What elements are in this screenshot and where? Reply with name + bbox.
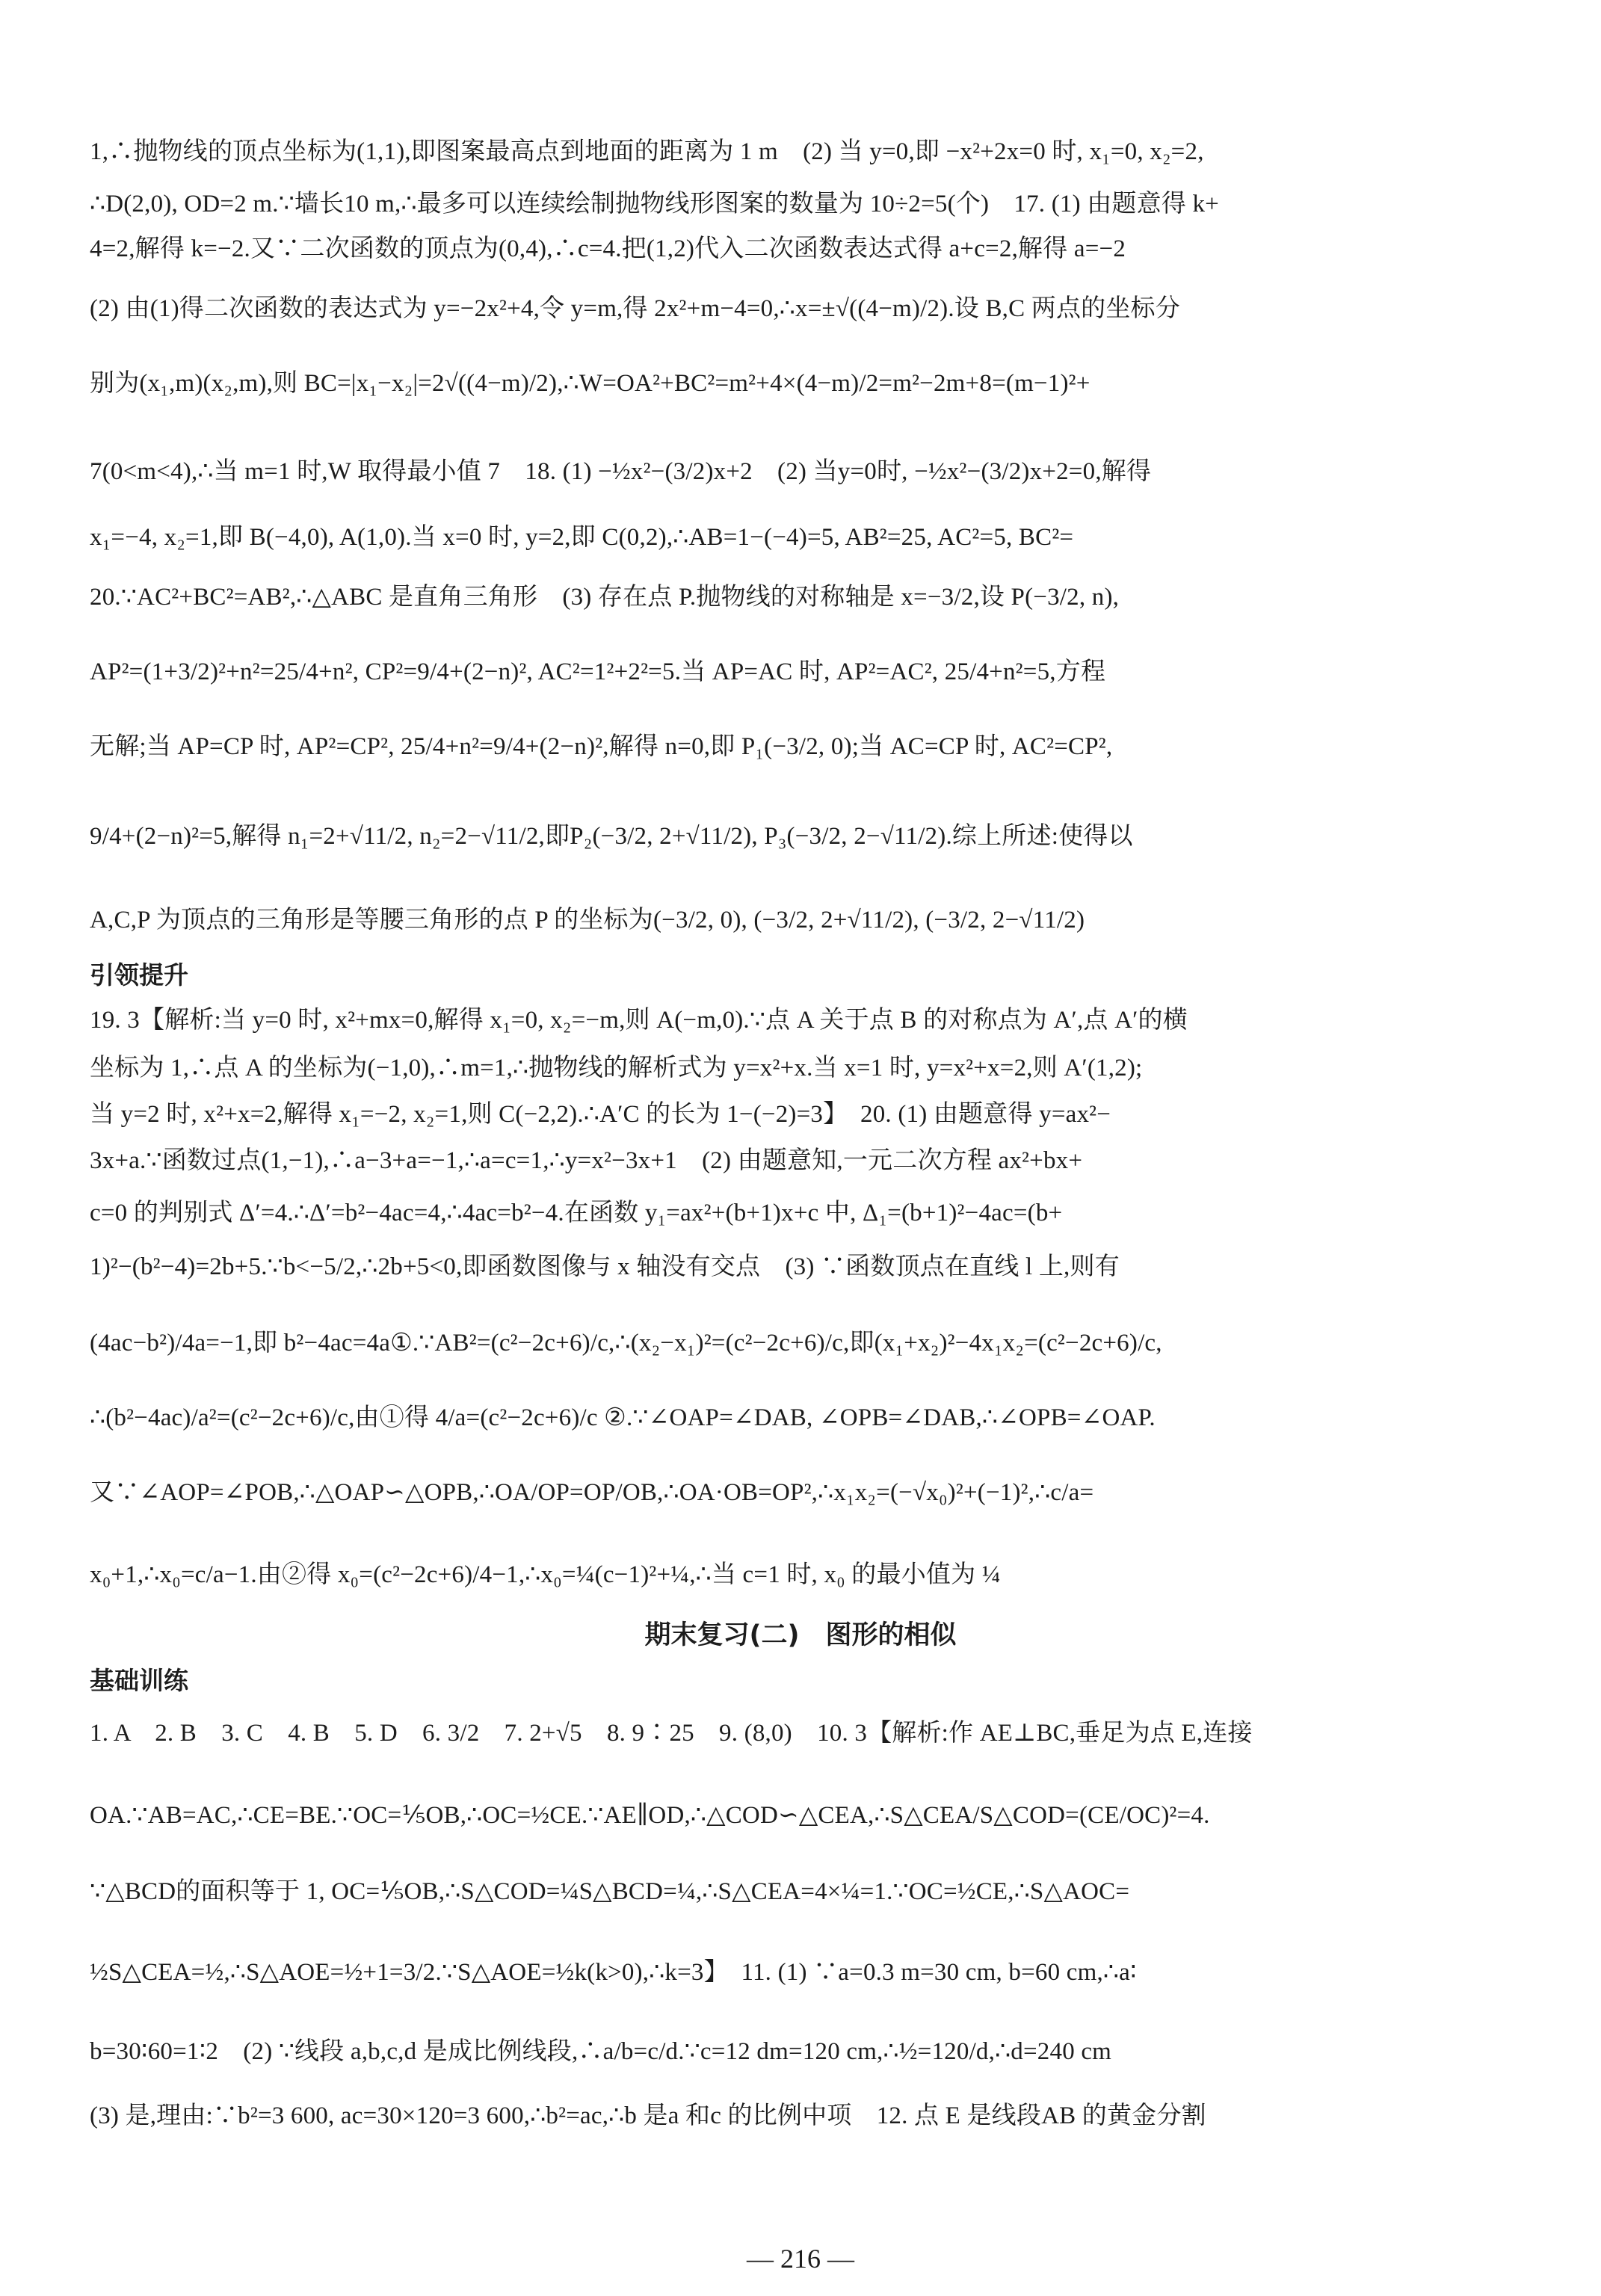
text-line: 7(0<m<4),∴当 m=1 时,W 取得最小值 7 18. (1) −½x²−(3/2)x+2 (2) 当y=0时, −½x²−(3/2)x+2=0,解得 <box>90 458 1152 485</box>
text-line: 无解;当 AP=CP 时, AP²=CP², 25/4+n²=9/4+(2−n)²,解得 n=0,即 P₁(−3/2, 0);当 AC=CP 时, AC²=CP², <box>90 733 1113 760</box>
text-line: ½S△CEA=½,∴S△AOE=½+1=3/2.∵S△AOE=½k(k>0),∴k=3】 11. (1) ∵a=0.3 m=30 cm, b=60 cm,∴a∶ <box>90 1959 1137 1986</box>
text-line: OA.∵AB=AC,∴CE=BE.∵OC=⅕OB,∴OC=½CE.∵AE∥OD,∴△COD∽△CEA,∴S△CEA/S△COD=(CE/OC)²=4. <box>90 1802 1210 1829</box>
text-line: (4ac−b²)/4a=−1,即 b²−4ac=4a①.∵AB²=(c²−2c+6)/c,∴(x₂−x₁)²=(c²−2c+6)/c,即(x₁+x₂)²−4x₁x₂=(c²−2c+6)/c, <box>90 1330 1162 1357</box>
text-line: 别为(x₁,m)(x₂,m),则 BC=|x₁−x₂|=2√((4−m)/2),∴W=OA²+BC²=m²+4×(4−m)/2=m²−2m+8=(m−1)²+ <box>90 370 1091 397</box>
page-number: — 216 — <box>747 2244 854 2274</box>
text-line: b=30∶60=1∶2 (2) ∵线段 a,b,c,d 是成比例线段,∴a/b=c/d.∵c=12 dm=120 cm,∴½=120/d,∴d=240 cm <box>90 2038 1112 2065</box>
text-line: AP²=(1+3/2)²+n²=25/4+n², CP²=9/4+(2−n)², AC²=1²+2²=5.当 AP=AC 时, AP²=AC², 25/4+n²=5,方程 <box>90 658 1106 685</box>
text-line: 当 y=2 时, x²+x=2,解得 x₁=−2, x₂=1,则 C(−2,2).∴A′C 的长为 1−(−2)=3】 20. (1) 由题意得 y=ax²− <box>90 1101 1111 1128</box>
text-line: 1,∴抛物线的顶点坐标为(1,1),即图案最高点到地面的距离为 1 m (2) 当 y=0,即 −x²+2x=0 时, x₁=0, x₂=2, <box>90 138 1204 165</box>
text-line: 19. 3【解析:当 y=0 时, x²+mx=0,解得 x₁=0, x₂=−m,则 A(−m,0).∵点 A 关于点 B 的对称点为 A′,点 A′的横 <box>90 1007 1188 1034</box>
text-line: x₁=−4, x₂=1,即 B(−4,0), A(1,0).当 x=0 时, y=2,即 C(0,2),∴AB=1−(−4)=5, AB²=25, AC²=5, BC²= <box>90 524 1074 551</box>
text-line: (2) 由(1)得二次函数的表达式为 y=−2x²+4,令 y=m,得 2x²+m−4=0,∴x=±√((4−m)/2).设 B,C 两点的坐标分 <box>90 295 1180 322</box>
text-line: 20.∵AC²+BC²=AB²,∴△ABC 是直角三角形 (3) 存在点 P.抛物线的对称轴是 x=−3/2,设 P(−3/2, n), <box>90 584 1120 611</box>
text-line: ∴(b²−4ac)/a²=(c²−2c+6)/c,由①得 4/a=(c²−2c+6)/c ②.∵∠OAP=∠DAB, ∠OPB=∠DAB,∴∠OPB=∠OAP. <box>90 1404 1156 1431</box>
text-line: c=0 的判别式 Δ′=4.∴Δ′=b²−4ac=4,∴4ac=b²−4.在函数 y₁=ax²+(b+1)x+c 中, Δ₁=(b+1)²−4ac=(b+ <box>90 1200 1063 1226</box>
text-line: 坐标为 1,∴点 A 的坐标为(−1,0),∴m=1,∴抛物线的解析式为 y=x²+x.当 x=1 时, y=x²+x=2,则 A′(1,2); <box>90 1055 1143 1081</box>
section-heading-basic: 基础训练 <box>90 1666 188 1695</box>
text-line: 3x+a.∵函数过点(1,−1),∴a−3+a=−1,∴a=c=1,∴y=x²−3x+1 (2) 由题意知,一元二次方程 ax²+bx+ <box>90 1147 1083 1174</box>
text-line: 又∵∠AOP=∠POB,∴△OAP∽△OPB,∴OA/OP=OP/OB,∴OA·OB=OP²,∴x₁x₂=(−√x₀)²+(−1)²,∴c/a= <box>90 1479 1094 1506</box>
text-line: ∵△BCD的面积等于 1, OC=⅕OB,∴S△COD=¼S△BCD=¼,∴S△CEA=4×¼=1.∵OC=½CE,∴S△AOC= <box>90 1878 1130 1905</box>
text-line: x₀+1,∴x₀=c/a−1.由②得 x₀=(c²−2c+6)/4−1,∴x₀=¼(c−1)²+¼,∴当 c=1 时, x₀ 的最小值为 ¼ <box>90 1561 1001 1588</box>
text-line: 1. A 2. B 3. C 4. B 5. D 6. 3/2 7. 2+√5 8. 9∶25 9. (8,0) 10. 3【解析:作 AE⊥BC,垂足为点 E,连接 <box>90 1720 1253 1747</box>
text-line: ∴D(2,0), OD=2 m.∵墙长10 m,∴最多可以连续绘制抛物线形图案的数量为 10÷2=5(个) 17. (1) 由题意得 k+ <box>90 191 1219 217</box>
text-line: 4=2,解得 k=−2.又∵二次函数的顶点为(0,4),∴c=4.把(1,2)代入二次函数表达式得 a+c=2,解得 a=−2 <box>90 235 1126 262</box>
text-line: 9/4+(2−n)²=5,解得 n₁=2+√11/2, n₂=2−√11/2,即P₂(−3/2, 2+√11/2), P₃(−3/2, 2−√11/2).综上所述:使得以 <box>90 823 1133 850</box>
text-line: (3) 是,理由:∵b²=3 600, ac=30×120=3 600,∴b²=ac,∴b 是a 和c 的比例中项 12. 点 E 是线段AB 的黄金分割 <box>90 2102 1206 2129</box>
text-line: A,C,P 为顶点的三角形是等腰三角形的点 P 的坐标为(−3/2, 0), (−3/2, 2+√11/2), (−3/2, 2−√11/2) <box>90 907 1085 933</box>
text-line: 1)²−(b²−4)=2b+5.∵b<−5/2,∴2b+5<0,即函数图像与 x 轴没有交点 (3) ∵函数顶点在直线 l 上,则有 <box>90 1253 1120 1280</box>
chapter-title: 期末复习(二) 图形的相似 <box>644 1620 957 1650</box>
section-heading-lead: 引领提升 <box>90 960 188 990</box>
